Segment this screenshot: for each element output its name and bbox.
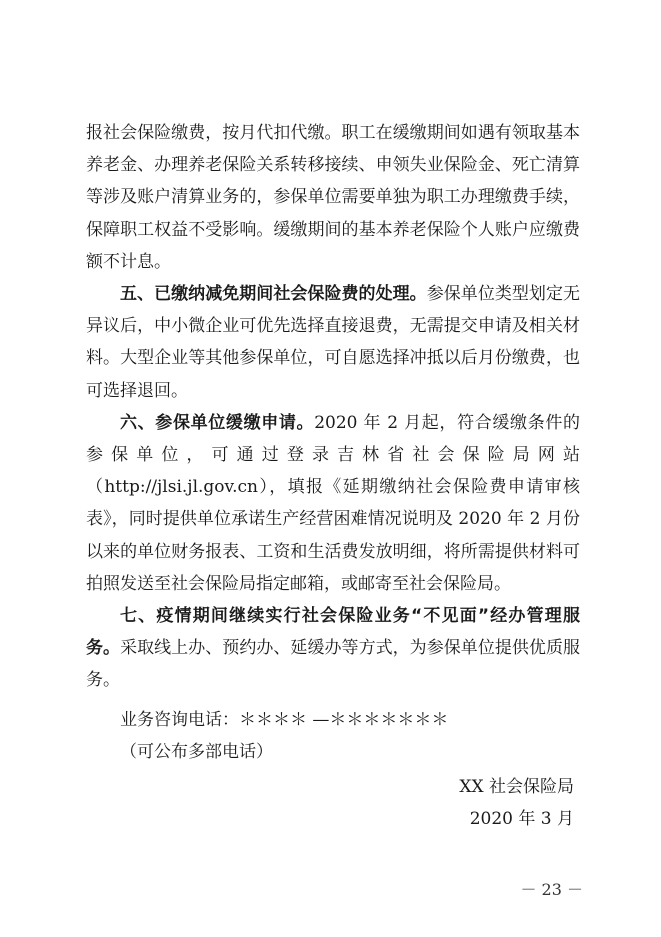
section-6 xyxy=(86,407,580,600)
section-6-body: 2020 年 2 月起，符合缓缴条件的参保单位，可通过登录吉林省社会保险局网站（http://jlsi.jl.gov.cn），填报《延期缴纳社会保险费申请审核表》，同时提供单位承诺生产经营困难情况说明及 2020 年 2 月份以来的单位财务报表、工资和生活费发放明细，将所需提供材料可拍照发送至社会保险局指定邮箱，或邮寄至社会保险局。 xyxy=(86,412,580,594)
page-number: － 23 － xyxy=(520,880,583,899)
section-7 xyxy=(86,600,580,697)
contact-note: （可公布多部电话） xyxy=(120,742,273,762)
section-6-heading: 六、参保单位缓缴申请。 xyxy=(120,412,315,433)
paragraph-continuation: 报社会保险缴费，按月代扣代缴。职工在缓缴期间如遇有领取基本养老金、办理养老保险关系转移接续、申领失业保险金、死亡清算等涉及账户清算业务的，参保单位需要单独为职工办理缴费手续，保障职工权益不受影响。缓缴期间的基本养老保险个人账户应缴费额不计息。 xyxy=(86,123,580,272)
section-5 xyxy=(86,278,580,407)
contact-block xyxy=(120,704,448,768)
section-5-heading: 五、已缴纳减免期间社会保险费的处理。 xyxy=(120,284,427,305)
signature-org: XX 社会保险局 xyxy=(459,777,574,797)
signature-block xyxy=(459,771,574,835)
section-7-body: 采取线上办、预约办、延缓办等方式，为参保单位提供优质服务。 xyxy=(86,638,581,691)
section-7-heading: 七、疫情期间继续实行社会保险业务“不见面”经办管理服务。 xyxy=(86,606,580,659)
section-5-body: 参保单位类型划定无异议后，中小微企业可优先选择直接退费，无需提交申请及相关材料。大型企业等其他参保单位，可自愿选择冲抵以后月份缴费，也可选择退回。 xyxy=(86,284,581,401)
signature-date: 2020 年 3 月 xyxy=(469,809,574,829)
contact-phone-line: 业务咨询电话：＊＊＊＊ —＊＊＊＊＊＊＊ xyxy=(120,710,449,730)
document-body xyxy=(86,117,580,697)
